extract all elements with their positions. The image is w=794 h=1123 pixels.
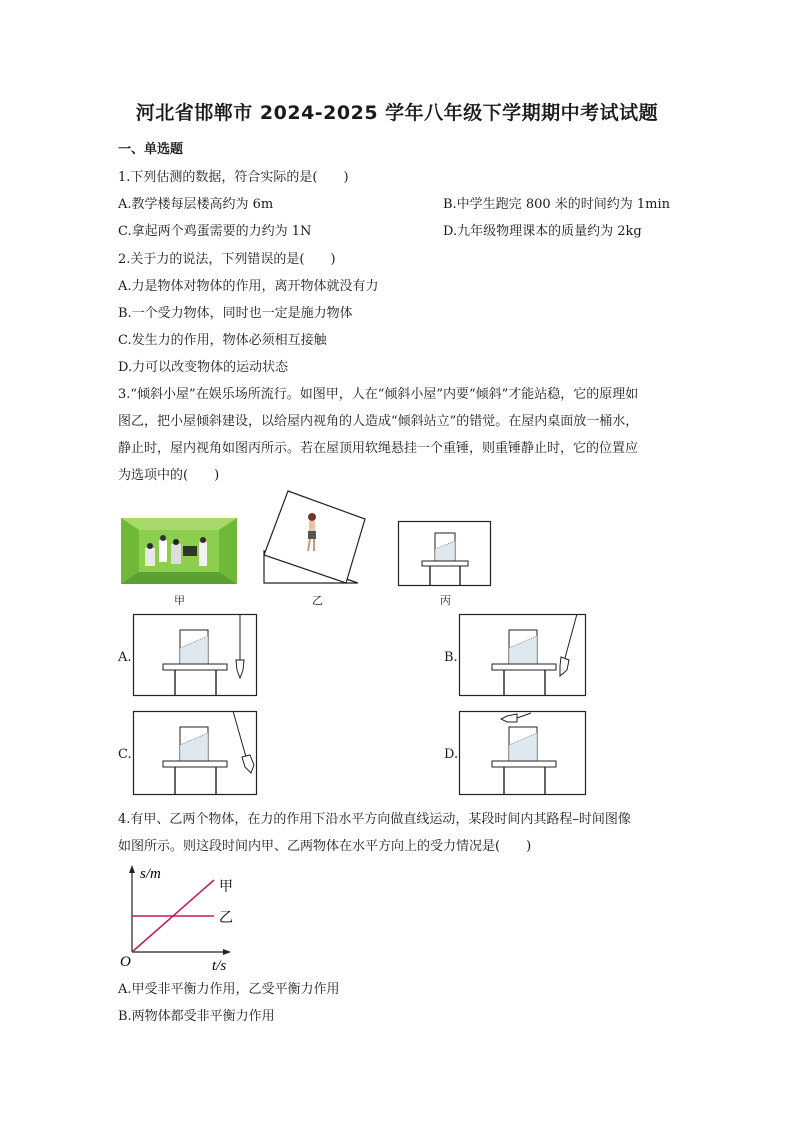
q2-stem: 2.关于力的说法，下列错误的是( ) (118, 252, 336, 267)
x-axis-arrow (223, 949, 231, 955)
figure-jia-caption: 甲 (174, 594, 185, 607)
q4-st-graph (118, 862, 248, 974)
figure-bing-caption: 丙 (440, 594, 451, 607)
y-axis-label: s/m (140, 866, 161, 882)
q2-option-b[interactable]: B.一个受力物体，同时也一定是施力物体 (118, 306, 353, 321)
q3-option-d-figure[interactable] (459, 711, 586, 795)
q3-option-a-figure[interactable] (133, 614, 257, 696)
q3-option-a-label[interactable]: A. (118, 650, 132, 665)
q4-option-a[interactable]: A.甲受非平衡力作用，乙受平衡力作用 (118, 982, 340, 997)
q3-option-c-label[interactable]: C. (118, 747, 132, 762)
q4-option-b[interactable]: B.两物体都受非平衡力作用 (118, 1009, 275, 1024)
y-axis-arrow (129, 865, 135, 873)
section-heading: 一、单选题 (118, 142, 184, 157)
origin-label: O (120, 954, 131, 970)
figure-yi-tilted-house (262, 491, 367, 585)
figure-jia-photo (121, 518, 237, 584)
q1-option-d[interactable]: D.九年级物理课本的质量约为 2kg (443, 224, 642, 239)
q3-option-d-label[interactable]: D. (444, 747, 459, 762)
q1-stem: 1.下列估测的数据，符合实际的是( ) (118, 170, 349, 185)
figure-yi-caption: 乙 (312, 594, 323, 607)
q3-stem-line-1: 3.“倾斜小屋”在娱乐场所流行。如图甲，人在“倾斜小屋”内要“倾斜”才能站稳，它的原理如 (118, 387, 639, 402)
x-axis-label: t/s (212, 958, 227, 974)
q3-option-c-figure[interactable] (133, 711, 257, 795)
q2-option-a[interactable]: A.力是物体对物体的作用，离开物体就没有力 (118, 279, 379, 294)
q3-stem-line-4: 为选项中的( ) (118, 468, 220, 483)
q1-option-c[interactable]: C.拿起两个鸡蛋需要的力约为 1N (118, 224, 312, 239)
q3-stem-line-3: 静止时，屋内视角如图丙所示。若在屋顶用软绳悬挂一个重锤，则重锤静止时，它的位置应 (118, 441, 639, 456)
series-label-jia: 甲 (219, 879, 233, 895)
figure-bing-interior (398, 521, 491, 586)
q1-option-b[interactable]: B.中学生跑完 800 米的时间约为 1min (443, 197, 671, 212)
q2-option-d[interactable]: D.力可以改变物体的运动状态 (118, 360, 289, 375)
q3-option-b-figure[interactable] (459, 614, 586, 696)
q3-stem-line-2: 图乙，把小屋倾斜建设，以给屋内视角的人造成“倾斜站立”的错觉。在屋内桌面放一桶水， (118, 414, 639, 429)
q1-option-a[interactable]: A.教学楼每层楼高约为 6m (118, 197, 274, 212)
q3-option-b-label[interactable]: B. (444, 650, 458, 665)
q2-option-c[interactable]: C.发生力的作用，物体必须相互接触 (118, 333, 327, 348)
page-title: 河北省邯郸市 2024-2025 学年八年级下学期期中考试试题 (135, 102, 659, 124)
q4-stem-line-1: 4.有甲、乙两个物体，在力的作用下沿水平方向做直线运动，某段时间内其路程–时间图像 (118, 812, 631, 827)
series-label-yi: 乙 (219, 910, 233, 926)
q4-stem-line-2: 如图所示。则这段时间内甲、乙两物体在水平方向上的受力情况是( ) (118, 839, 532, 854)
